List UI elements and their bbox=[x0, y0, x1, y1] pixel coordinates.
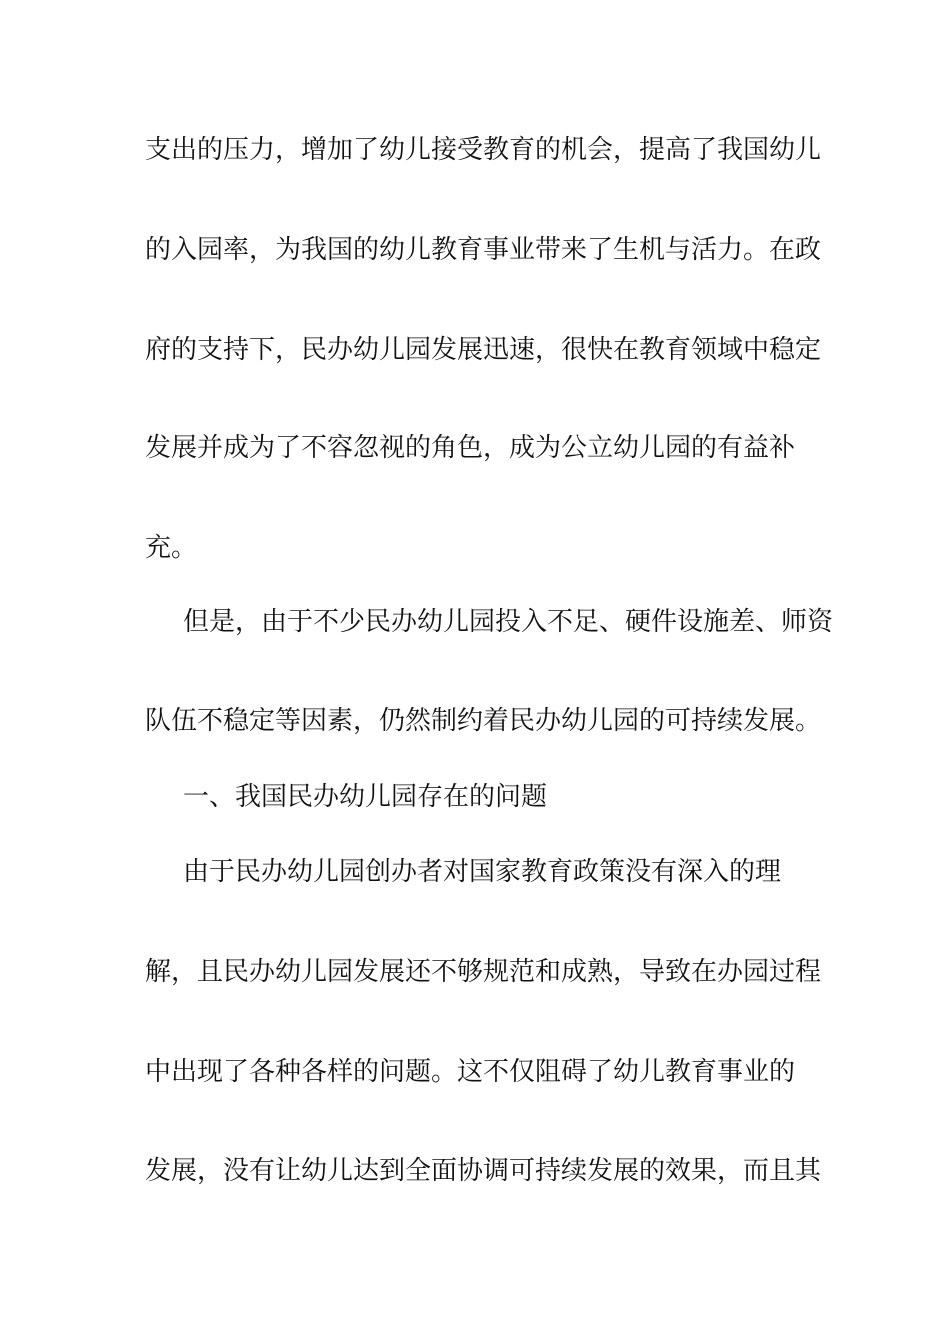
text-line: 发展，没有让幼儿达到全面协调可持续发展的效果，而且其 bbox=[145, 1156, 822, 1186]
section-heading: 一、我国民办幼儿园存在的问题 bbox=[183, 782, 548, 812]
paragraph-first-line: 由于民办幼儿园创办者对国家教育政策没有深入的理 bbox=[183, 857, 782, 887]
text-line: 充。 bbox=[145, 533, 198, 563]
text-line: 的入园率，为我国的幼儿教育事业带来了生机与活力。在政 bbox=[145, 235, 822, 265]
text-line: 中出现了各种各样的问题。这不仅阻碍了幼儿教育事业的 bbox=[145, 1057, 796, 1087]
text-line: 发展并成为了不容忽视的角色，成为公立幼儿园的有益补 bbox=[145, 433, 796, 463]
text-line: 解，且民办幼儿园发展还不够规范和成熟，导致在办园过程 bbox=[145, 957, 822, 987]
text-line: 支出的压力，增加了幼儿接受教育的机会，提高了我国幼儿 bbox=[145, 135, 822, 165]
text-line: 队伍不稳定等因素，仍然制约着民办幼儿园的可持续发展。 bbox=[145, 706, 822, 736]
text-line: 府的支持下，民办幼儿园发展迅速，很快在教育领域中稳定 bbox=[145, 335, 822, 365]
paragraph-first-line: 但是，由于不少民办幼儿园投入不足、硬件设施差、师资 bbox=[183, 607, 834, 637]
